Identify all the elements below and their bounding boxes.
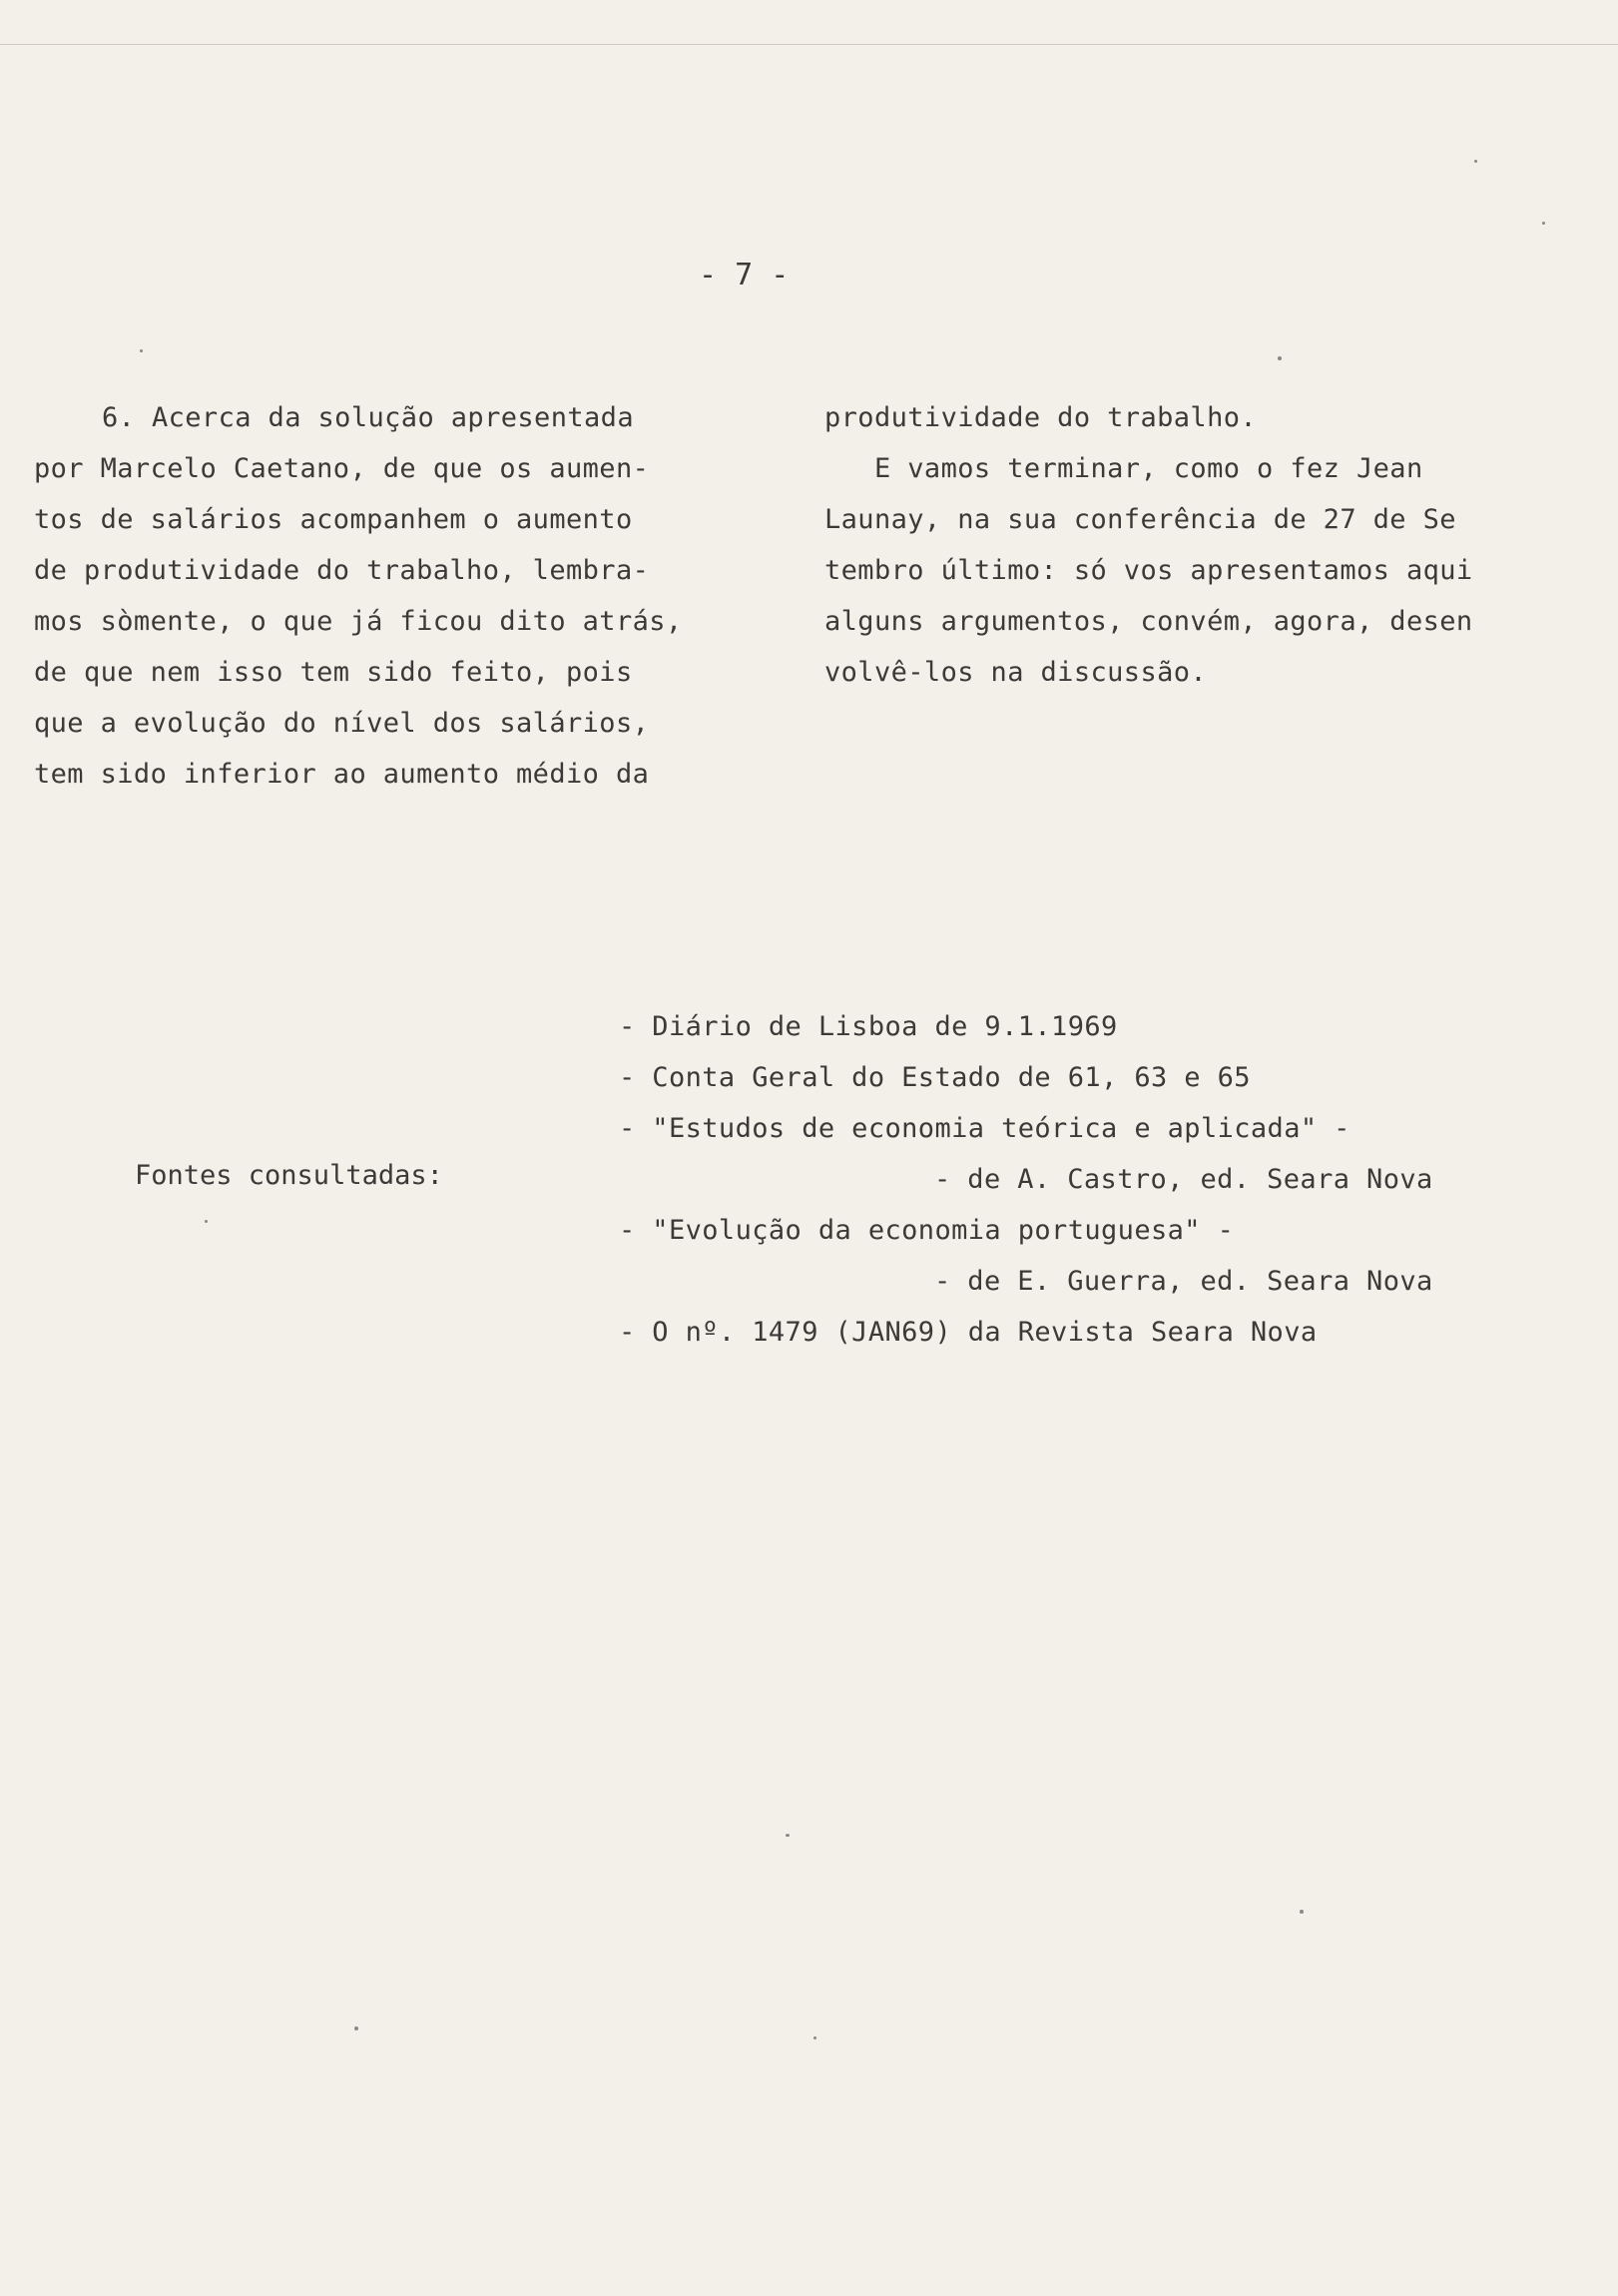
source-item: - "Estudos de economia teórica e aplicada" - (619, 1113, 1350, 1144)
text-line: que a evolução do nível dos salários, (34, 708, 650, 739)
paper-speck (1300, 1910, 1304, 1914)
text-line: de produtividade do trabalho, lembra- (34, 555, 650, 586)
text-line: tos de salários acompanhem o aumento (34, 504, 633, 535)
source-item: - de A. Castro, ed. Seara Nova (934, 1164, 1433, 1195)
text-line: mos sòmente, o que já ficou dito atrás, (34, 606, 683, 637)
source-item: - de E. Guerra, ed. Seara Nova (934, 1266, 1433, 1297)
source-item: - Diário de Lisboa de 9.1.1969 (619, 1011, 1118, 1042)
right-text-column (824, 392, 1503, 698)
source-item: - Conta Geral do Estado de 61, 63 e 65 (619, 1062, 1251, 1093)
paper-speck (140, 349, 143, 352)
paper-speck (813, 2036, 816, 2039)
paper-speck (1542, 222, 1545, 225)
sources-label: Fontes consultadas: (135, 1160, 443, 1191)
paper-speck (1474, 160, 1477, 163)
text-line: alguns argumentos, convém, agora, desen (824, 606, 1473, 637)
page-edge-line (0, 44, 1618, 45)
text-line: E vamos terminar, como o fez Jean (824, 453, 1423, 484)
text-line: tembro último: só vos apresentamos aqui (824, 555, 1473, 586)
paper-speck (354, 2026, 358, 2030)
text-line: produtividade do trabalho. (824, 402, 1258, 433)
paper-speck (786, 1834, 790, 1837)
paper-speck (205, 1220, 208, 1223)
text-line: tem sido inferior ao aumento médio da (34, 759, 650, 790)
text-line: Launay, na sua conferência de 27 de Se (824, 504, 1456, 535)
source-item: - "Evolução da economia portuguesa" - (619, 1215, 1235, 1246)
left-text-column (34, 392, 683, 800)
sources-list (619, 1001, 1517, 1358)
text-line: volvê-los na discussão. (824, 657, 1208, 688)
text-line: por Marcelo Caetano, de que os aumen- (34, 453, 650, 484)
source-item: - O nº. 1479 (JAN69) da Revista Seara Nova (619, 1317, 1318, 1348)
text-line: 6. Acerca da solução apresentada (102, 402, 634, 433)
paper-speck (1278, 356, 1282, 360)
page-number: - 7 - (699, 258, 790, 292)
text-line: de que nem isso tem sido feito, pois (34, 657, 633, 688)
